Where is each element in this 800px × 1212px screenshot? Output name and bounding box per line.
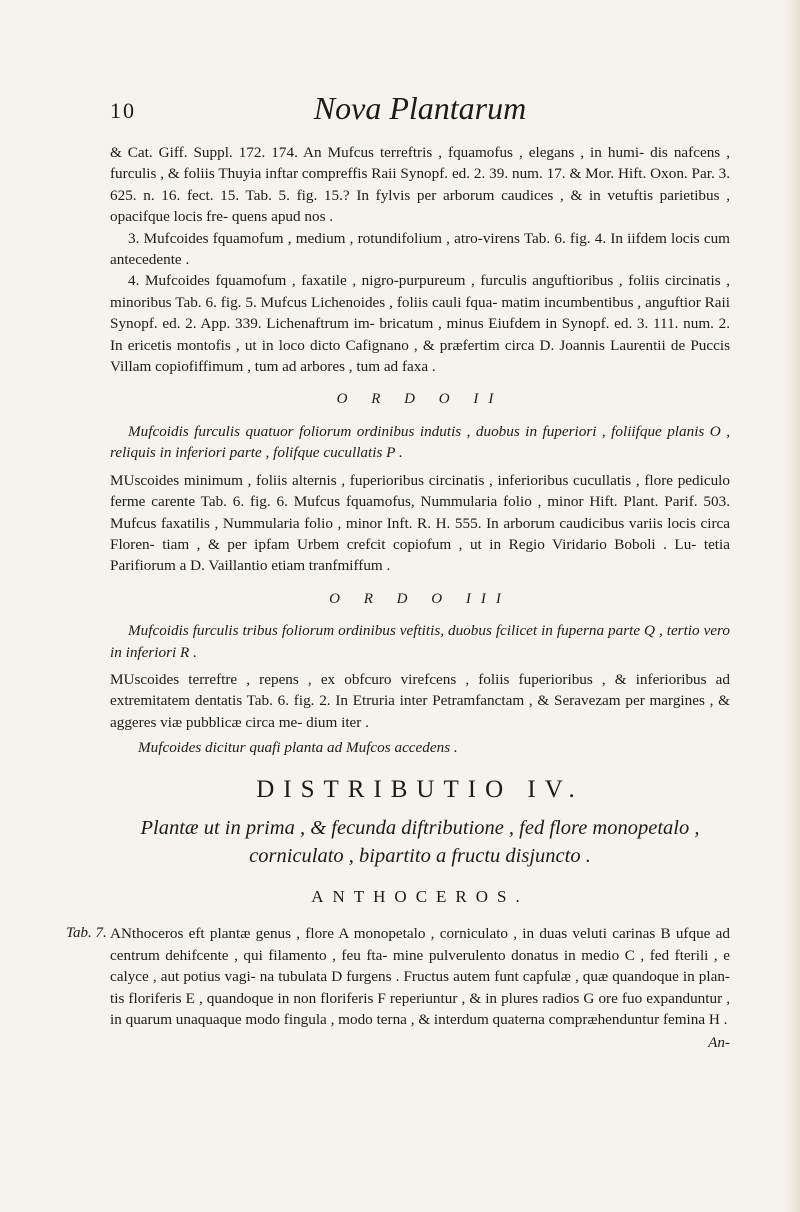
ordo-3-description: Mufcoidis furculis tribus foliorum ordinibus veftitis, duobus fcilicet in fuperna parte Q , tertio vero in inferiori R . [110,622,730,661]
genus-title: ANTHOCEROS. [311,886,529,906]
page-header [110,90,730,136]
ordo-2-description: Mufcoidis furculis quatuor foliorum ordinibus indutis , duobus in fuperiori , foliifque planis O , reliquis in inferiori parte , folifque cucullatis P . [110,422,730,462]
paragraph-species-2: & Cat. Giff. Suppl. 172. 174. An Mufcus terreftris , fquamofus , elegans , in humi- dis nafcens , furculis , & foliis Thuyia inftar compreffis Raii Synopf. ed. 2. 39. num. 17. & Mor. Hift. Oxon. Par. 3. 625. n. 16. fect. 15. Tab. 5. fig. 15.? In fylvis per arborum caudices , & in vetuftis parietibus , opacifque locis fre- quens apud nos . [110,144,730,226]
paragraph-species-4: 4. Mufcoides fquamofum , faxatile , nigro-purpureum , furculis anguftioribus , foliis circinatis , minoribus Tab. 6. fig. 5. Mufcus Lichenoides , foliis cauli fqua- matim incumbentibus , anguftior Raii Synopf. ed. 2. App. 339. Lichenaftrum im- bricatum , minus Eiufdem in Synopf. ed. 3. 111. num. 2. In ericetis montofis , ut in loco dicto Cafignano , & præfertim circa D. Joannis Laurentii de Puccis Villam copiofiffimum , tum ad arbores , tum ad faxa . [110,272,730,376]
ordo-3-heading: O R D O III [329,590,511,607]
body-text [66,142,730,1054]
ordo-2-heading: O R D O II [336,391,504,408]
running-title: Nova Plantarum [313,90,527,126]
genus-section [66,923,730,1030]
ordo-3-note: Mufcoides dicitur quafi planta ad Mufcos accedens . [138,739,458,757]
genus-text: ANthoceros eft plantæ genus , flore A monopetalo , corniculato , in duas veluti carinas B ufque ad centrum dehifcente , qui filamento , feu fta- mine pulverulento donatus in medio C , fed fterili , e calyce , aut potius vagi- na tubulata D furgens . Fructus autem funt capfulæ , quæ quandoque in plan- tis floriferis E , quandoque in non floriferis F reperiuntur , & in plures radios G ore fuo expanduntur , in quarum unaquaque modo fingula , modo terna , & interdum quaterna compræhenduntur femina H . [110,925,730,1028]
paragraph-species-3: 3. Mufcoides fquamofum , medium , rotundifolium , atro-virens Tab. 6. fig. 4. In iifdem locis cum antecedente . [110,229,730,269]
page-edge-shadow [786,0,800,1212]
distributio-heading: DISTRIBUTIO IV. [256,775,584,803]
ordo-3-text: MUscoides terreftre , repens , ex obfcuro virefcens , foliis fuperioribus , & inferioribus ad extremitatem dentatis Tab. 6. fig. 2. In Etruria inter Petramfanctam , & Seravezam per margines , & aggeres viæ pubblicæ circa me- dium iter . [110,670,730,731]
tab-reference: Tab. 7. [66,925,107,942]
page-number: 10 [110,98,136,123]
catch-word: An- [708,1034,730,1052]
ordo-2-text: MUscoides minimum , foliis alternis , fuperioribus circinatis , inferioribus cucullatis , flore pediculo ferme carente Tab. 6. fig. 6. Mufcus fquamofus, Nummularia folio , minor Hift. Plant. Parif. 503. Mufcus faxatilis , Nummularia folio , minor Inft. R. H. 555. In arborum caudicibus variis locis circa Floren- tiam , & per ipfam Urbem crefcit copiofum , ut in Regio Viridario Boboli . Lu- tetia Parifiorum a D. Vaillantio etiam tranfmiffum . [110,471,730,575]
distributio-description: Plantæ ut in prima , & fecunda diftributione , fed flore monopetalo , corniculato , bipartito a fructu disjuncto . [140,816,700,867]
